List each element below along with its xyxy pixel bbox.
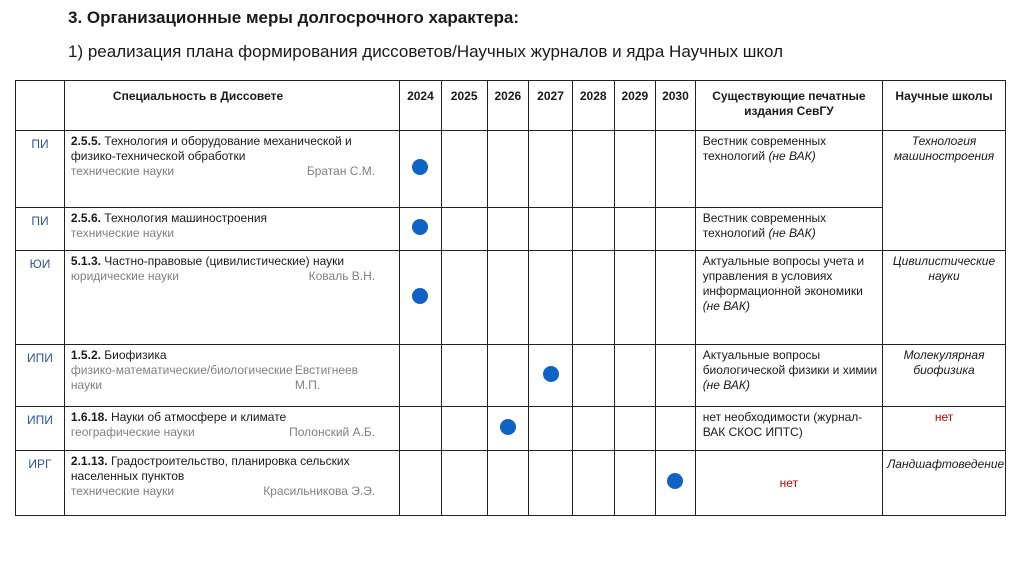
plan-marker-icon bbox=[412, 159, 428, 175]
page-title: 3. Организационные меры долгосрочного характера: bbox=[68, 8, 520, 27]
specialty-title bbox=[71, 454, 395, 484]
year-cell bbox=[614, 131, 656, 208]
header-row bbox=[16, 81, 1006, 131]
year-cell bbox=[656, 208, 696, 251]
year-cell bbox=[529, 451, 573, 516]
table-row bbox=[16, 131, 1006, 208]
school-cell bbox=[883, 451, 1006, 516]
science-field: юридические науки bbox=[70, 269, 180, 283]
year-cell bbox=[529, 345, 573, 407]
specialty-name: Частно-правовые (цивилистические) науки bbox=[104, 254, 345, 268]
year-cell bbox=[441, 407, 487, 451]
specialty-number: 5.1.3. bbox=[70, 254, 101, 268]
year-cell bbox=[487, 251, 529, 345]
science-field: технические науки bbox=[70, 484, 175, 498]
school-cell bbox=[883, 407, 1006, 451]
specialty-number: 2.5.6. bbox=[70, 211, 101, 225]
specialty-number: 2.1.13. bbox=[70, 454, 108, 468]
journal-name: Актуальные вопросы биологической физики и химии bbox=[702, 348, 878, 377]
table-row bbox=[16, 345, 1006, 407]
year-cell bbox=[441, 208, 487, 251]
header-year: 2025 bbox=[441, 81, 487, 131]
specialty-number: 2.5.5. bbox=[70, 134, 101, 148]
school-name: Цивилистические науки bbox=[892, 254, 996, 283]
science-line bbox=[71, 425, 395, 440]
journal-cell bbox=[695, 345, 882, 407]
science-field: технические науки bbox=[70, 164, 175, 178]
specialty-name: Технология и оборудование механической и физико-технической обработки bbox=[70, 134, 352, 163]
specialty-title bbox=[71, 134, 395, 164]
table-row bbox=[16, 251, 1006, 345]
year-cell bbox=[656, 345, 696, 407]
science-line bbox=[71, 226, 395, 241]
year-cell bbox=[441, 251, 487, 345]
table-row bbox=[16, 407, 1006, 451]
year-cell bbox=[529, 407, 573, 451]
school-cell bbox=[883, 251, 1006, 345]
specialty-title bbox=[71, 348, 395, 363]
page-subtitle: 1) реализация плана формирования диссоветов/Научных журналов и ядра Научных школ bbox=[68, 42, 784, 61]
plan-marker-icon bbox=[412, 288, 428, 304]
journal-cell bbox=[695, 407, 882, 451]
header-year: 2027 bbox=[529, 81, 573, 131]
table-row bbox=[16, 208, 1006, 251]
school-cell bbox=[883, 345, 1006, 407]
responsible-person: Красильникова Э.Э. bbox=[263, 484, 376, 498]
science-line bbox=[71, 484, 395, 499]
specialty-number: 1.6.18. bbox=[70, 410, 108, 424]
journal-note: (не ВАК) bbox=[702, 378, 750, 392]
specialty-cell bbox=[64, 131, 399, 208]
year-cell bbox=[656, 407, 696, 451]
journal-cell bbox=[695, 451, 882, 516]
year-cell bbox=[441, 451, 487, 516]
header-schools: Научные школы bbox=[883, 81, 1006, 131]
specialty-cell bbox=[64, 251, 399, 345]
journal-name: Вестник современных технологий bbox=[702, 134, 827, 163]
responsible-person: Братан С.М. bbox=[306, 164, 376, 178]
institute-code: ЮИ bbox=[16, 251, 65, 345]
year-cell bbox=[572, 345, 614, 407]
responsible-person: Евстигнеев М.П. bbox=[294, 363, 359, 392]
plan-marker-icon bbox=[412, 219, 428, 235]
institute-code: ПИ bbox=[16, 208, 65, 251]
science-field: физико-математические/биологические науки bbox=[70, 363, 293, 392]
journal-cell bbox=[695, 208, 882, 251]
journal-note: (не ВАК) bbox=[768, 226, 816, 240]
year-cell bbox=[572, 251, 614, 345]
header-code bbox=[16, 81, 65, 131]
year-cell bbox=[487, 407, 529, 451]
year-cell bbox=[487, 131, 529, 208]
year-cell bbox=[400, 451, 442, 516]
science-field: технические науки bbox=[70, 226, 175, 240]
specialty-title bbox=[71, 410, 395, 425]
journal-name: Вестник современных технологий bbox=[702, 211, 827, 240]
plan-marker-icon bbox=[500, 419, 516, 435]
specialty-cell bbox=[64, 451, 399, 516]
year-cell bbox=[441, 345, 487, 407]
header-year: 2028 bbox=[572, 81, 614, 131]
specialty-cell bbox=[64, 345, 399, 407]
year-cell bbox=[614, 251, 656, 345]
journal-cell bbox=[695, 251, 882, 345]
institute-code: ИПИ bbox=[16, 345, 65, 407]
specialty-title bbox=[71, 254, 395, 269]
header-year: 2029 bbox=[614, 81, 656, 131]
science-line bbox=[71, 164, 395, 179]
year-cell bbox=[614, 407, 656, 451]
year-cell bbox=[487, 208, 529, 251]
header-year: 2024 bbox=[400, 81, 442, 131]
year-cell bbox=[572, 131, 614, 208]
header-spec: Специальность в Диссовете bbox=[64, 81, 399, 131]
specialty-name: Градостроительство, планировка сельских населенных пунктов bbox=[70, 454, 350, 483]
journal-cell bbox=[695, 131, 882, 208]
specialty-title bbox=[71, 211, 395, 226]
year-cell bbox=[487, 345, 529, 407]
year-cell bbox=[614, 451, 656, 516]
header-year: 2026 bbox=[487, 81, 529, 131]
journal-none: нет bbox=[779, 475, 799, 490]
institute-code: ПИ bbox=[16, 131, 65, 208]
year-cell bbox=[529, 208, 573, 251]
year-cell bbox=[400, 407, 442, 451]
school-name: нет bbox=[934, 410, 954, 424]
institute-code: ИРГ bbox=[16, 451, 65, 516]
year-cell bbox=[400, 345, 442, 407]
table-row bbox=[16, 451, 1006, 516]
specialty-name: Науки об атмосфере и климате bbox=[110, 410, 287, 424]
year-cell bbox=[572, 451, 614, 516]
year-cell bbox=[400, 131, 442, 208]
responsible-person: Полонский А.Б. bbox=[289, 425, 376, 439]
science-line bbox=[71, 363, 395, 393]
specialty-name: Биофизика bbox=[104, 348, 167, 362]
year-cell bbox=[614, 345, 656, 407]
school-name: Ландшафтоведение bbox=[887, 457, 1005, 471]
year-cell bbox=[441, 131, 487, 208]
school-name: Технология машиностроения bbox=[893, 134, 995, 163]
institute-code: ИПИ bbox=[16, 407, 65, 451]
specialty-cell bbox=[64, 407, 399, 451]
responsible-person: Коваль В.Н. bbox=[308, 269, 376, 283]
year-cell bbox=[529, 131, 573, 208]
school-cell bbox=[883, 131, 1006, 251]
year-cell bbox=[529, 251, 573, 345]
specialty-name: Технология машиностроения bbox=[104, 211, 268, 225]
journal-name: Актуальные вопросы учета и управления в условиях информационной экономики bbox=[702, 254, 865, 298]
specialty-cell bbox=[64, 208, 399, 251]
specialty-number: 1.5.2. bbox=[70, 348, 101, 362]
science-line bbox=[71, 269, 395, 284]
year-cell bbox=[614, 208, 656, 251]
journal-note: (не ВАК) bbox=[768, 149, 816, 163]
plan-marker-icon bbox=[667, 473, 683, 489]
science-field: географические науки bbox=[70, 425, 195, 439]
journal-name: нет необходимости (журнал-ВАК СКОС ИПТС) bbox=[702, 410, 863, 439]
year-cell bbox=[572, 208, 614, 251]
header-year: 2030 bbox=[656, 81, 696, 131]
school-name: Молекулярная биофизика bbox=[903, 348, 985, 377]
plan-table bbox=[15, 80, 1006, 516]
journal-note: (не ВАК) bbox=[702, 299, 750, 313]
year-cell bbox=[656, 451, 696, 516]
plan-marker-icon bbox=[543, 366, 559, 382]
year-cell bbox=[487, 451, 529, 516]
header-journals: Существующие печатные издания СевГУ bbox=[695, 81, 882, 131]
year-cell bbox=[656, 251, 696, 345]
year-cell bbox=[656, 131, 696, 208]
year-cell bbox=[572, 407, 614, 451]
year-cell bbox=[400, 251, 442, 345]
year-cell bbox=[400, 208, 442, 251]
